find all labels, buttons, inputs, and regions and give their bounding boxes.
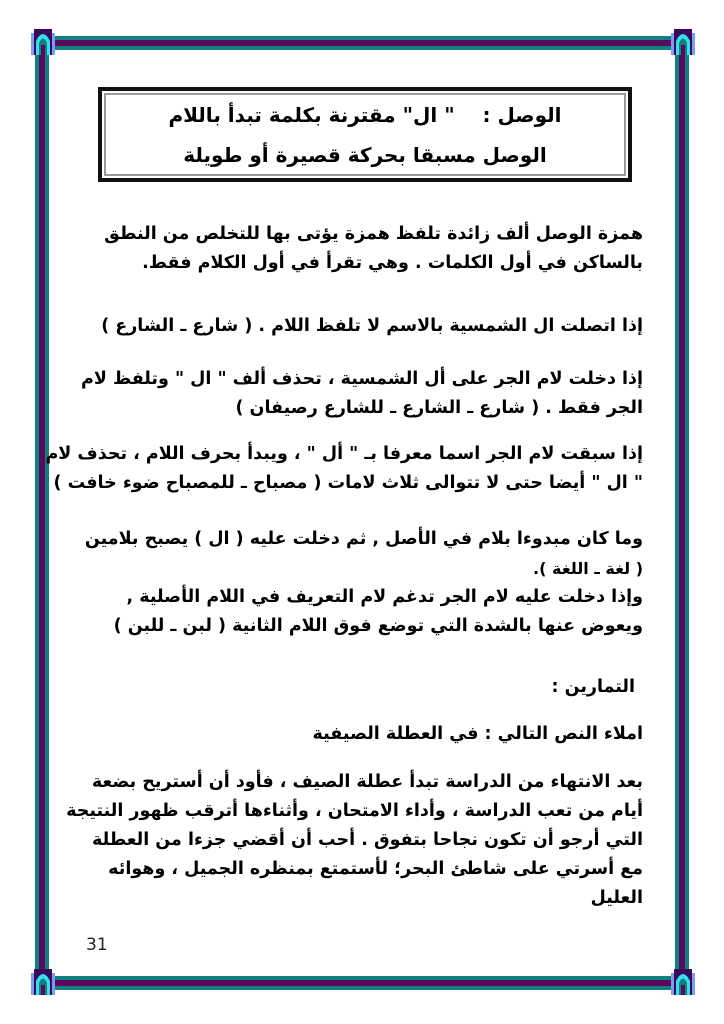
text-line: الجر فقط . ( شارع ـ الشارع ـ للشارع رصيفان ) bbox=[235, 398, 643, 418]
text-line: إذا دخلت لام الجر على أل الشمسية ، تحذف ألف " ال " وتلفظ لام bbox=[81, 369, 643, 389]
arch-ornament-icon bbox=[31, 969, 55, 995]
text-line: بالساكن في أول الكلمات . وهي تقرأ في أول الكلام فقط. bbox=[142, 253, 643, 273]
dictation-passage bbox=[66, 768, 643, 913]
text-line: مع أسرتي على شاطئ البحر؛ لأستمتع بمنظره الجميل ، وهوائه bbox=[108, 859, 643, 879]
frame-border-top bbox=[40, 36, 686, 50]
paragraph-rule-lam-jar bbox=[81, 365, 643, 423]
heading-text: التمارين : bbox=[551, 677, 635, 697]
text-line: ( لغة ـ اللغة ). bbox=[533, 559, 643, 578]
text-line: أيام من تعب الدراسة ، وأداء الامتحان ، وأثناءها أترقب ظهور النتيجة bbox=[66, 801, 643, 821]
text-line: " ال " أيضا حتى لا تتوالى ثلاث لامات ( مصباح ـ للمصباح ضوء خافت ) bbox=[53, 473, 643, 493]
frame-border-bottom bbox=[40, 976, 686, 990]
text-line: وما كان مبدوءا بلام في الأصل , ثم دخلت عليه ( ال ) يصبح بلامين bbox=[84, 529, 643, 549]
frame-border-right bbox=[675, 40, 689, 986]
arch-ornament-icon bbox=[31, 29, 55, 55]
arch-ornament-icon bbox=[671, 969, 695, 995]
frame-border-left bbox=[35, 40, 49, 986]
arch-ornament-icon bbox=[671, 29, 695, 55]
page-number: 31 bbox=[86, 935, 108, 955]
text-line: وإذا دخلت عليه لام الجر تدغم لام التعريف في اللام الأصلية , bbox=[126, 587, 643, 607]
prompt-text: املاء النص التالي : في العطلة الصيفية bbox=[312, 724, 643, 744]
text-line: إذا سبقت لام الجر اسما معرفا بـ " أل " ، ويبدأ بحرف اللام ، تحذف لام bbox=[45, 444, 643, 464]
paragraph-rule-shamsiya bbox=[95, 312, 643, 341]
title-line-1: الوصل : " ال" مقترنة بكلمة تبدأ باللام bbox=[168, 102, 562, 127]
paragraph-rule-original-lam bbox=[84, 525, 643, 641]
text-line: إذا اتصلت ال الشمسية بالاسم لا تلفظ اللام . ( شارع ـ الشارع ) bbox=[101, 316, 643, 336]
paragraph-definition bbox=[95, 220, 643, 278]
text-line: ويعوض عنها بالشدة التي توضع فوق اللام الثانية ( لبن ـ للبن ) bbox=[113, 616, 643, 636]
text-line: بعد الانتهاء من الدراسة تبدأ عطلة الصيف ، فأود أن أستريح بضعة bbox=[91, 772, 643, 792]
text-line: العليل bbox=[590, 888, 643, 908]
title-box bbox=[98, 87, 632, 182]
text-line: التي أرجو أن تكون نجاحا بتفوق . أحب أن أقضي جزءا من العطلة bbox=[91, 830, 643, 850]
text-line: همزة الوصل ألف زائدة تلفظ همزة يؤتى بها للتخلص من النطق bbox=[104, 224, 643, 244]
exercises-heading bbox=[95, 673, 643, 702]
paragraph-rule-three-lams bbox=[45, 440, 643, 498]
exercise-prompt bbox=[95, 720, 643, 749]
title-line-2: الوصل مسبقا بحركة قصيرة أو طويلة bbox=[183, 142, 547, 167]
